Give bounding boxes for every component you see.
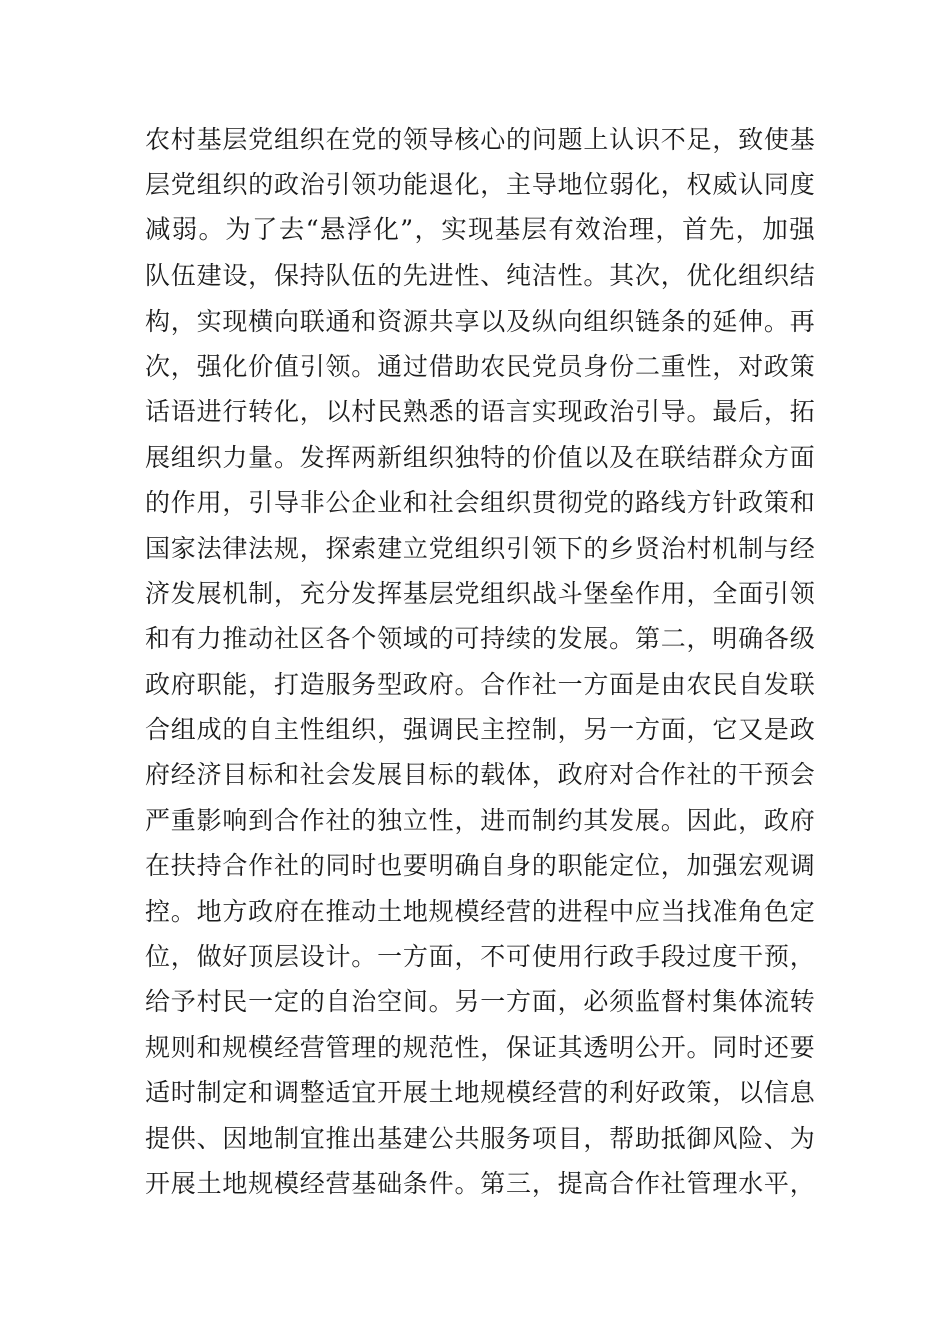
text-line-22: 适时制定和调整适宜开展土地规模经营的利好政策，以信息	[145, 1078, 815, 1108]
text-line-3: 减弱。为了去“悬浮化”，实现基层有效治理，首先，加强	[145, 214, 815, 245]
text-line-12: 和有力推动社区各个领域的可持续的发展。第二，明确各级	[145, 624, 815, 654]
text-line-8: 展组织力量。发挥两新组织独特的价值以及在联结群众方面	[145, 442, 815, 472]
text-line-17: 在扶持合作社的同时也要明确自身的职能定位，加强宏观调	[145, 851, 815, 881]
text-line-15: 府经济目标和社会发展目标的载体，政府对合作社的干预会	[145, 760, 815, 790]
text-line-2: 层党组织的政治引领功能退化，主导地位弱化，权威认同度	[145, 170, 815, 200]
text-line-14: 合组成的自主性组织，强调民主控制，另一方面，它又是政	[145, 715, 815, 745]
text-line-24: 开展土地规模经营基础条件。第三，提高合作社管理水平，	[145, 1168, 815, 1198]
text-line-18: 控。地方政府在推动土地规模经营的进程中应当找准角色定	[145, 896, 815, 926]
text-line-9: 的作用，引导非公企业和社会组织贯彻党的路线方针政策和	[145, 488, 815, 518]
text-line-11: 济发展机制，充分发挥基层党组织战斗堡垒作用，全面引领	[145, 578, 815, 608]
text-line-1: 农村基层党组织在党的领导核心的问题上认识不足，致使基	[145, 125, 815, 154]
text-line-10: 国家法律法规，探索建立党组织引领下的乡贤治村机制与经	[145, 533, 815, 563]
text-line-16: 严重影响到合作社的独立性，进而制约其发展。因此，政府	[145, 805, 815, 835]
text-line-20: 给予村民一定的自治空间。另一方面，必须监督村集体流转	[145, 987, 815, 1017]
text-line-23: 提供、因地制宜推出基建公共服务项目，帮助抵御风险、为	[145, 1123, 815, 1153]
text-line-4: 队伍建设，保持队伍的先进性、纯洁性。其次，优化组织结	[145, 261, 815, 291]
text-line-21: 规则和规模经营管理的规范性，保证其透明公开。同时还要	[145, 1032, 815, 1062]
text-line-7: 话语进行转化，以村民熟悉的语言实现政治引导。最后，拓	[145, 397, 815, 427]
text-line-19: 位，做好顶层设计。一方面，不可使用行政手段过度干预，	[145, 942, 815, 972]
text-line-13: 政府职能，打造服务型政府。合作社一方面是由农民自发联	[145, 669, 815, 699]
body-paragraph	[145, 117, 815, 1206]
text-line-6: 次，强化价值引领。通过借助农民党员身份二重性，对政策	[145, 351, 815, 381]
text-line-5: 构，实现横向联通和资源共享以及纵向组织链条的延伸。再	[145, 306, 815, 336]
